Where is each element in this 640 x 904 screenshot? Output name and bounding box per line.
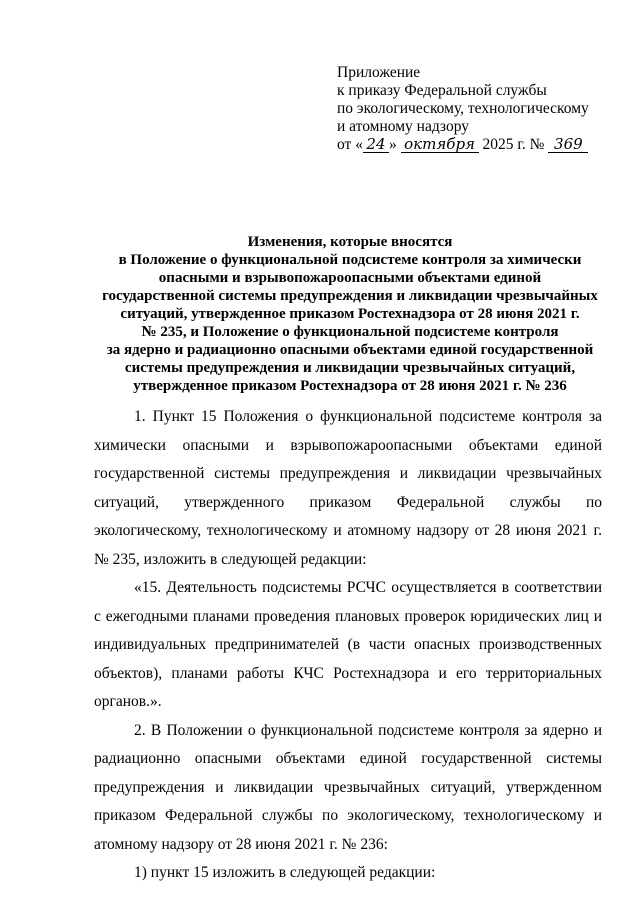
handwritten-month: октября <box>401 136 479 153</box>
paragraph-1: 1. Пункт 15 Положения о функциональной подсистеме контроля за химически опасными и взрывопожароопасными объектами единой государственной системы предупреждения и ликвидации чрезвычайных ситуаций, утвержденного приказом Федеральной службы по экологическому, технологическому и атомному надзору от 28 июня 2021 г. № 235, изложить в следующей редакции: <box>94 408 602 568</box>
title-line: системы предупреждения и ликвидации чрезвычайных ситуаций, <box>124 360 576 376</box>
handwritten-day: 24 <box>363 136 389 153</box>
date-prefix: от « <box>337 136 363 153</box>
document-body <box>94 403 602 888</box>
appendix-header <box>337 64 627 154</box>
title-line: в Положение о функциональной подсистеме контроля за химически <box>118 252 582 268</box>
appendix-line: и атомному надзору <box>337 118 469 135</box>
document-title <box>80 233 620 395</box>
title-line: за ядерно и радиационно опасными объектами единой государственной <box>106 342 594 358</box>
paragraph-2: 2. В Положении о функциональной подсистеме контроля за ядерно и радиационно опасными объектами единой государственной системы предупреждения и ликвидации чрезвычайных ситуаций, утвержденном приказом Федеральной службы по экологическому, технологическому и атомному надзору от 28 июня 2021 г. № 236: <box>94 721 602 853</box>
title-line: Изменения, которые вносятся <box>247 234 453 250</box>
year-text: 2025 г. № <box>482 136 545 153</box>
quoted-paragraph-15: «15. Деятельность подсистемы РСЧС осуществляется в соответствии с ежегодными планами проведения плановых проверок юридических лиц и индивидуальных предпринимателей (в части опасных производственных объектов), планами работы КЧС Ростехнадзора и его территориальных органов.». <box>94 579 602 710</box>
subparagraph-1: 1) пункт 15 изложить в следующей редакции: <box>134 864 436 881</box>
appendix-line: к приказу Федеральной службы <box>337 82 547 99</box>
title-line: государственной системы предупреждения и ликвидации чрезвычайных <box>102 288 598 304</box>
appendix-label: Приложение <box>337 64 421 81</box>
handwritten-order-number: 369 <box>548 136 588 153</box>
date-mid: » <box>388 136 397 153</box>
appendix-line: по экологическому, технологическому <box>337 100 589 117</box>
title-line: утвержденное приказом Ростехнадзора от 28 июня 2021 г. № 236 <box>133 378 567 394</box>
order-date-line <box>337 136 627 154</box>
title-line: опасными и взрывопожароопасными объектами единой <box>158 270 542 286</box>
title-line: ситуаций, утвержденное приказом Ростехнадзора от 28 июня 2021 г. <box>120 306 580 322</box>
title-line: № 235, и Положение о функциональной подсистеме контроля <box>141 324 559 340</box>
